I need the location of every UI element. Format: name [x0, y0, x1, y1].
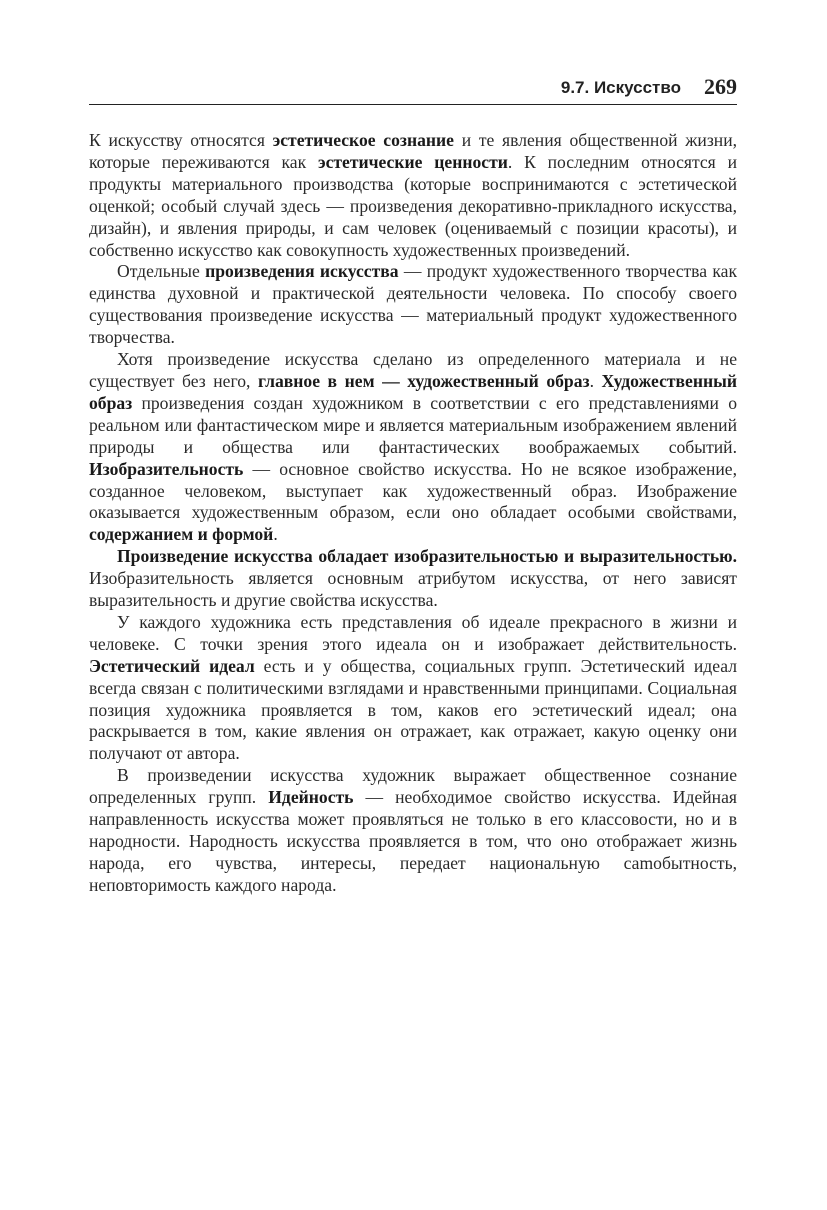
text-run: У каждого художника есть представления об идеале прекрасного в жизни и человеке. С точки зрения этого идеала он и изображает действительность.: [89, 611, 737, 654]
page-number: 269: [704, 74, 737, 99]
running-header: [89, 74, 737, 105]
text-run: В произведении искусства художник выражает общественное сознание определенных групп.: [89, 765, 737, 808]
bold-term: произведения искусства: [205, 261, 399, 282]
text-run: — основное свойство искусства. Но не всякое изображение, созданное человеком, выступает как художественный образ. Изображение оказывается художественным образом, если оно обладает особыми свойствами,: [89, 458, 737, 523]
paragraph: [89, 261, 737, 349]
bold-term: Изобразительность: [89, 458, 244, 479]
bold-term: главное в нем — художественный образ: [258, 370, 590, 391]
text-run: и те явления общественной жизни, которые переживаются как: [89, 130, 738, 172]
paragraph: [89, 349, 737, 546]
text-run: .: [589, 370, 602, 391]
bold-term: эстетические ценности: [317, 151, 508, 172]
text-run: — продукт художественного творчества как единства духовной и практической деятельности человека. По способу своего существования произведение искусства — материальный продукт художественного творчества.: [89, 261, 738, 348]
bold-term: Произведение искусства обладает изобразительностью и выразительностью.: [117, 546, 737, 567]
paragraph: [89, 612, 737, 765]
paragraph: [89, 130, 737, 261]
paragraph: [89, 546, 737, 612]
bold-term: Художественный образ: [89, 370, 737, 413]
text-run: Изобразительность является основным атрибутом искусства, от него зависят выразительность и другие свойства искусства.: [89, 568, 737, 611]
text-run: К искусству относятся: [89, 130, 273, 150]
text-run: . К последним относятся и продукты материального производства (которые воспринимаются с эстетической оценкой; особый случай здесь — произведения декоративно-прикладного искусства, дизайн), и явления природы, и сам человек (оцениваемый с позиции красоты), и собственно искусство как совокупность художественных произведений.: [89, 151, 737, 260]
text-run: произведения создан художником в соответствии с его представлениями о реальном или фантастическом мире и является материальным изображением явлений природы и общества или фантастических воображаемых событий.: [89, 392, 737, 457]
text-run: Отдельные: [117, 261, 206, 282]
bold-term: Эстетический идеал: [89, 655, 255, 676]
bold-term: Идейность: [268, 787, 354, 808]
body-text: [89, 130, 737, 897]
bold-term: содержанием и формой: [89, 524, 274, 545]
section-title: 9.7. Искусство: [560, 78, 681, 97]
text-run: Хотя произведение искусства сделано из определенного материала и не существует без него,: [89, 349, 737, 391]
paragraph: [89, 765, 737, 896]
bold-term: эстетическое сознание: [272, 130, 454, 150]
text-run: .: [273, 524, 278, 545]
text-run: — необходимое свойство искусства. Идейная направленность искусства может проявляться не только в его классовости, но и в народности. Народность искусства проявляется в том, что оно отображает жизнь народа, его чувства, интересы, передает национальную саmобытность, неповторимость каждого народа.: [89, 787, 737, 895]
text-run: есть и у общества, социальных групп. Эстетический идеал всегда связан с политическими взглядами и нравственными принципами. Социальная позиция художника проявляется в том, каков его эстетический идеал; она раскрывается в том, какие явления он отражает, как отражает, какую оценку они получают от автора.: [89, 655, 737, 764]
